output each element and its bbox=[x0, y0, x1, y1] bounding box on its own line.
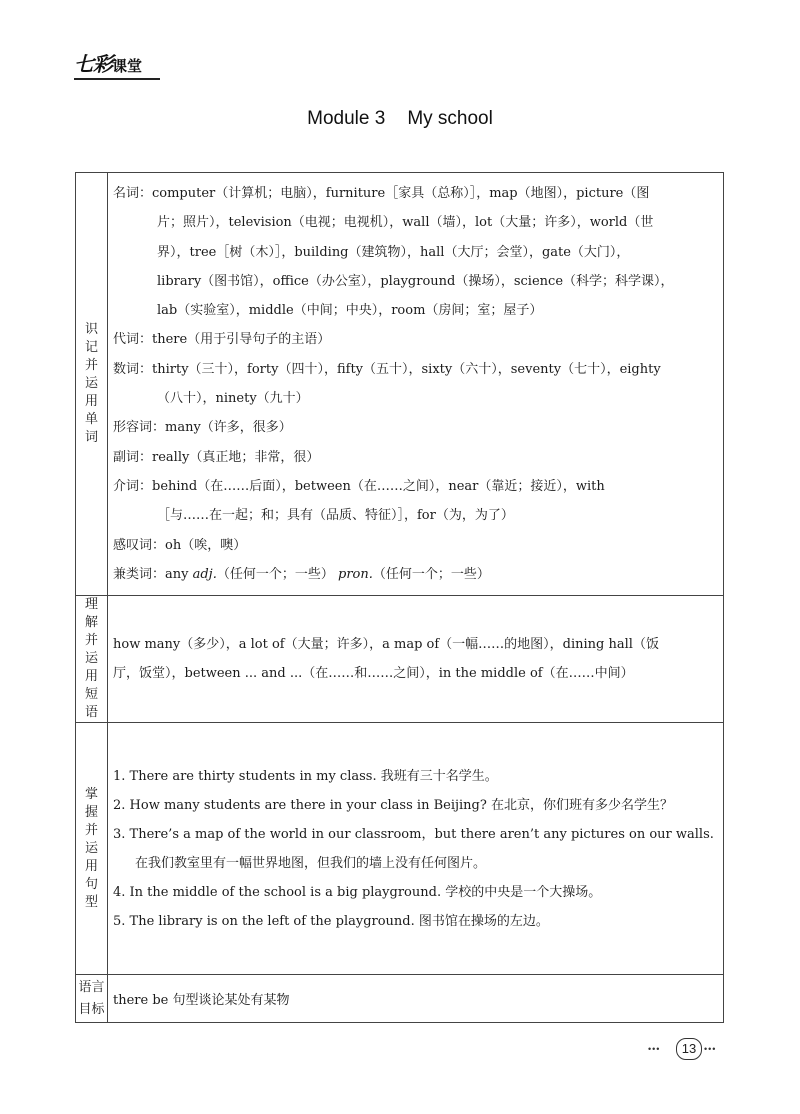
sentences-content bbox=[108, 723, 724, 975]
entry-numerals: 数词：thirty（三十），forty（四十），fifty（五十），sixty（六十），seventy（七十），eighty （八十），ninety（九十） bbox=[113, 361, 661, 407]
page-title: Module 3 My school bbox=[307, 108, 493, 129]
entry-interjections: 感叹词：oh（唉，噢） bbox=[113, 537, 247, 553]
sentence-1: 1. There are thirty students in my class. 我班有三十名学生。 bbox=[113, 768, 498, 784]
heading-words: 识 记 并 运 用 单 词 bbox=[76, 173, 108, 596]
page-dots-left: ••• bbox=[648, 1044, 661, 1054]
row-phrases bbox=[76, 596, 724, 723]
entry-pronouns: 代词：there（用于引导句子的主语） bbox=[113, 332, 331, 348]
phrases-content: how many（多少），a lot of（大量；许多），a map of（一幅……的地图），dining hall（饭 厅，饭堂），between ... and ...（在……和……之间），in the middle of（在……中间） bbox=[108, 596, 724, 723]
page-number-badge: 13 bbox=[676, 1038, 702, 1060]
vocabulary-table bbox=[75, 172, 724, 1023]
row-sentences bbox=[76, 723, 724, 975]
heading-sentences: 掌 握 并 运 用 句 型 bbox=[76, 723, 108, 975]
sentence-5: 5. The library is on the left of the playground. 图书馆在操场的左边。 bbox=[113, 913, 549, 929]
page-dots-right: ••• bbox=[704, 1044, 717, 1054]
entry-adverbs: 副词：really（真正地；非常，很） bbox=[113, 449, 320, 465]
heading-phrases: 理 解 并 运 用 短 语 bbox=[76, 596, 108, 723]
sentence-4: 4. In the middle of the school is a big playground. 学校的中央是一个大操场。 bbox=[113, 884, 602, 900]
sentence-3: 3. There’s a map of the world in our classroom，but there aren’t any pictures on our walls. 在我们教室里有一幅世界地图，但我们的墙上没有任何图片。 bbox=[113, 826, 714, 871]
entry-multi-class: 兼类词：any adj.（任何一个；一些） pron.（任何一个；一些） bbox=[113, 566, 490, 582]
heading-goal: 语言 目标 bbox=[76, 975, 108, 1023]
brand-logo: 七彩课堂 bbox=[74, 52, 143, 76]
entry-adjectives: 形容词：many（许多，很多） bbox=[113, 420, 292, 436]
words-content bbox=[108, 173, 724, 596]
logo-underline bbox=[74, 78, 160, 80]
sentence-2: 2. How many students are there in your class in Beijing? 在北京，你们班有多少名学生？ bbox=[113, 797, 673, 813]
entry-nouns: 名词：computer（计算机；电脑），furniture［家具（总称）］，map（地图），picture（图 片；照片），television（电视；电视机），wall（墙），lot（大量；许多），world（世 界），tree［树（木）］，building（建筑物），hall（大厅；会堂），gate（大门）， library（图书馆），office（办公室），playground（操场），science（科学；科学课）， lab（实验室），middle（中间；中央），room（房间；室；屋子） bbox=[113, 186, 674, 319]
page-number bbox=[648, 1038, 728, 1060]
row-words bbox=[76, 173, 724, 596]
entry-prepositions: 介词：behind（在……后面），between（在……之间），near（靠近；接近），with ［与……在一起；和；具有（品质、特征）］，for（为，为了） bbox=[113, 478, 605, 524]
row-goal bbox=[76, 975, 724, 1023]
goal-content: there be 句型谈论某处有某物 bbox=[108, 975, 724, 1023]
